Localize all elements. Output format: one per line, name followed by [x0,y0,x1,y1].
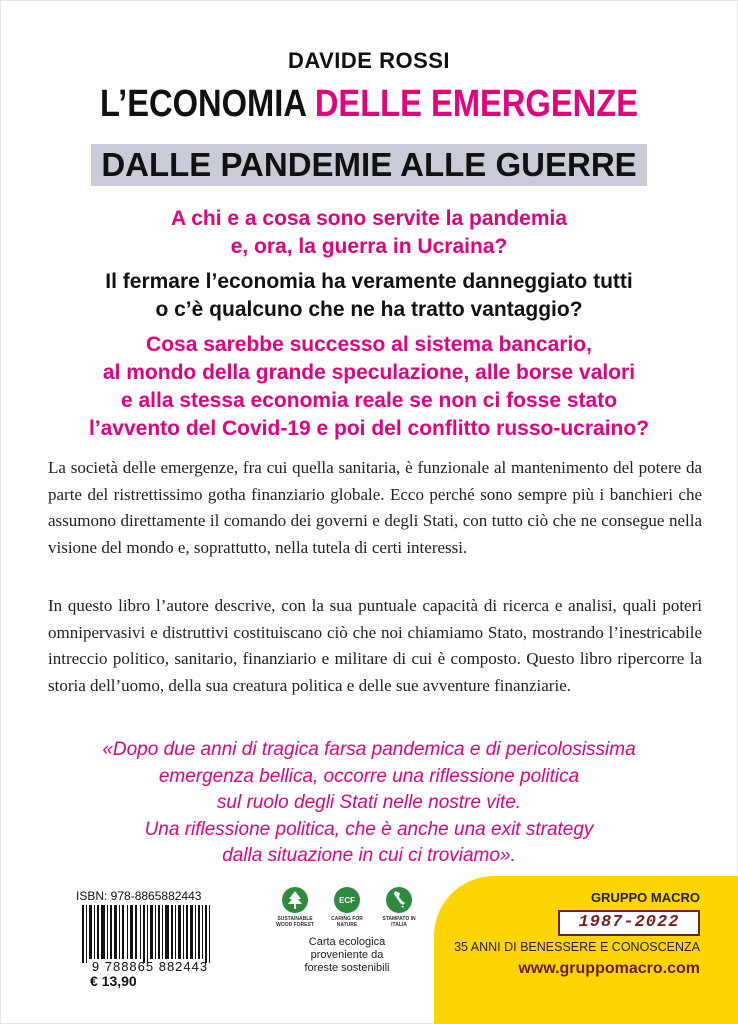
anniversary-years: 1987-2022 [558,910,700,936]
ecf-icon [334,887,360,913]
eco-caption: CARING FOR NATURE [331,916,363,928]
eco-note-line: proveniente da [310,949,384,961]
publisher-website: www.gruppomacro.com [518,960,700,977]
isbn-block [70,889,230,993]
eco-item-forest [272,887,318,928]
question-line: A chi e a cosa sono servite la pandemia [170,207,568,230]
title-part-1: L’ECONOMIA [99,83,306,125]
publisher-brand: GRUPPO MACRO [590,890,700,905]
quote-line: dalla situazione in cui ci troviamo». [222,845,516,866]
eco-note-line: foreste sostenibili [304,962,390,974]
title-part-2: DELLE EMERGENZE [314,83,639,125]
quote-line: emergenza bellica, occorre una riflessione politica [158,765,580,787]
ecf-glyph: ECF [339,895,355,905]
barcode-icon [72,905,228,963]
question-line: Cosa sarebbe successo al sistema bancario, [146,333,592,356]
price-label: € 13,90 [90,973,137,989]
eco-caption: STAMPATO IN ITALIA [382,916,416,928]
quote-line: «Dopo due anni di tragica farsa pandemica e di pericolosissima [102,739,636,760]
quote-line: Una riflessione politica, che è anche una exit strategy [144,818,594,840]
quote-line: sul ruolo degli Stati nelle nostre vite. [216,792,522,813]
description-paragraph-1: La società delle emergenze, fra cui quella sanitaria, è funzionale al mantenimento del potere da parte del ristrettissimo gotha finanziario globale. Ecco perché sono sempre più i banchieri che assumono direttamente il comando dei governi e degli Stati, con tutto ciò che ne consegue nella visione del mondo e, soprattutto, nella tutela di certi interessi. [48,458,702,557]
book-title [52,82,687,126]
question-block-2 [0,268,738,324]
question-line: al mondo della grande speculazione, alle borse valori [102,361,636,384]
description-paragraph-2: In questo libro l’autore descrive, con la sua puntuale capacità di ricerca e analisi, quali poteri omnipervasivi e distruttivi costituiscano ciò che noi chiamiamo Stato, mostrando l’inestricabile intreccio politico, sanitario, finanziario e militare di cui è composto. Questo libro ripercorre la storia dell’uomo, della sua creatura politica e delle sue avventure finanziarie. [48,596,702,695]
question-line: o c’è qualcuno che ne ha tratto vantaggio? [155,298,583,321]
eco-certification-block [272,887,422,1007]
isbn-label: ISBN: 978-8865882443 [76,889,202,903]
eco-paper-note [272,936,422,975]
tree-icon [282,887,308,913]
question-block-3 [0,331,738,443]
question-line: e, ora, la guerra in Ucraina? [230,235,508,258]
pull-quote [0,737,738,870]
eco-note-line: Carta ecologica [308,936,386,948]
italy-icon [386,887,412,913]
eco-item-italy [376,887,422,928]
question-block-1 [0,205,738,261]
subtitle-wrapper [0,144,738,186]
question-line: e alla stessa economia reale se non ci fosse stato [120,389,618,412]
question-line: l’avvento del Covid-19 e poi del conflitto russo-ucraino? [88,417,650,440]
barcode-digits: 9 788865 882443 [91,959,209,974]
publisher-tagline: 35 ANNI DI BENESSERE E CONOSCENZA [454,940,700,954]
eco-icons-row [272,887,422,928]
book-subtitle: DALLE PANDEMIE ALLE GUERRE [91,144,646,186]
eco-item-ecf [324,887,370,928]
eco-caption: SUSTAINABLE WOOD FOREST [276,916,314,928]
question-line: Il fermare l’economia ha veramente danneggiato tutti [105,270,633,293]
author-name: DAVIDE ROSSI [287,48,451,73]
publisher-panel [434,876,738,1024]
